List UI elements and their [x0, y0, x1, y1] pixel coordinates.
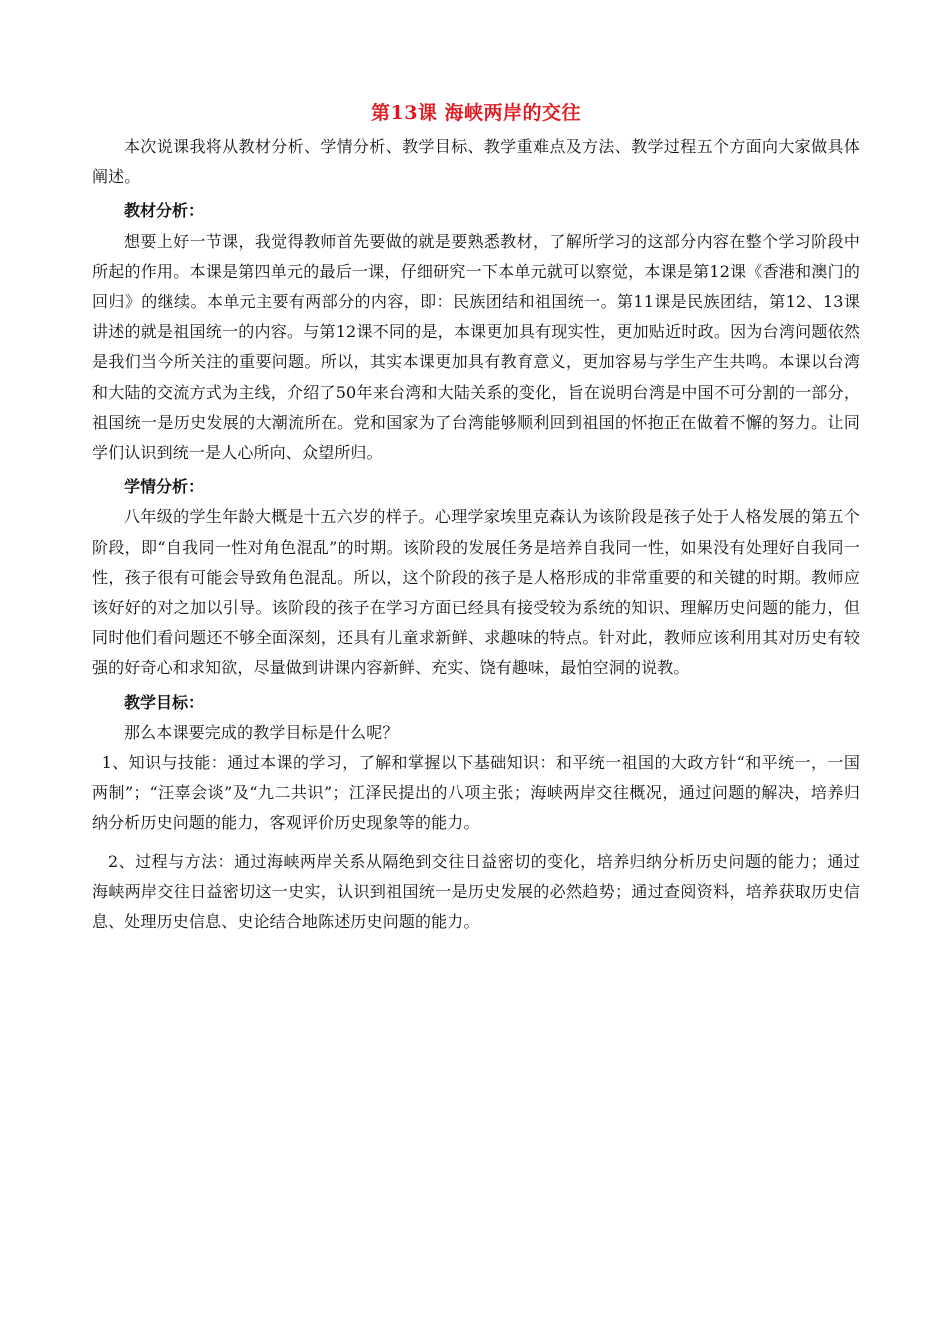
goal-item-knowledge: 1、知识与技能：通过本课的学习，了解和掌握以下基础知识：和平统一祖国的大政方针“和平统一，一国两制”；“汪辜会谈”及“九二共识”；江泽民提出的八项主张；海峡两岸交往概况，通过问题的解决，培养归纳分析历史问题的能力，客观评价历史现象等的能力。	[92, 753, 860, 833]
intro-paragraph: 本次说课我将从教材分析、学情分析、教学目标、教学重难点及方法、教学过程五个方面向大家做具体阐述。	[92, 137, 860, 187]
student-analysis-paragraph: 八年级的学生年龄大概是十五六岁的样子。心理学家埃里克森认为该阶段是孩子处于人格发展的第五个阶段，即“自我同一性对角色混乱”的时期。该阶段的发展任务是培养自我同一性，如果没有处理好自我同一性，孩子很有可能会导致角色混乱。所以，这个阶段的孩子是人格形成的非常重要的和关键的时期。教师应该好好的对之加以引导。该阶段的孩子在学习方面已经具有接受较为系统的知识、理解历史问题的能力，但同时他们看问题还不够全面深刻，还具有儿童求新鲜、求趣味的特点。针对此，教师应该利用其对历史有较强的好奇心和求知欲，尽量做到讲课内容新鲜、充实、饶有趣味，最怕空洞的说教。	[92, 507, 860, 678]
section-heading-textbook-analysis: 教材分析：	[124, 201, 205, 221]
document-page	[92, 96, 860, 937]
section-heading-student-analysis: 学情分析：	[124, 477, 205, 497]
goal-item-process: 2、过程与方法：通过海峡两岸关系从隔绝到交往日益密切的变化，培养归纳分析历史问题的能力；通过海峡两岸交往日益密切这一史实，认识到祖国统一是历史发展的必然趋势；通过查阅资料，培养获取历史信息、处理历史信息、史论结合地陈述历史问题的能力。	[92, 851, 860, 932]
page-title: 第13课 海峡两岸的交往	[370, 102, 582, 124]
section-heading-teaching-goals: 教学目标：	[124, 692, 205, 712]
textbook-analysis-paragraph: 想要上好一节课，我觉得教师首先要做的就是要熟悉教材，了解所学习的这部分内容在整个学习阶段中所起的作用。本课是第四单元的最后一课，仔细研究一下本单元就可以察觉，本课是第12课《香港和澳门的回归》的继续。本单元主要有两部分的内容，即：民族团结和祖国统一。第11课是民族团结，第12、13课讲述的就是祖国统一的内容。与第12课不同的是，本课更加具有现实性，更加贴近时政。因为台湾问题依然是我们当今所关注的重要问题。所以，其实本课更加具有教育意义，更加容易与学生产生共鸣。本课以台湾和大陆的交流方式为主线，介绍了50年来台湾和大陆关系的变化，旨在说明台湾是中国不可分割的一部分，祖国统一是历史发展的大潮流所在。党和国家为了台湾能够顺利回到祖国的怀抱正在做着不懈的努力。让同学们认识到统一是人心所向、众望所归。	[92, 231, 860, 463]
teaching-goals-lead: 那么本课要完成的教学目标是什么呢？	[124, 722, 399, 742]
